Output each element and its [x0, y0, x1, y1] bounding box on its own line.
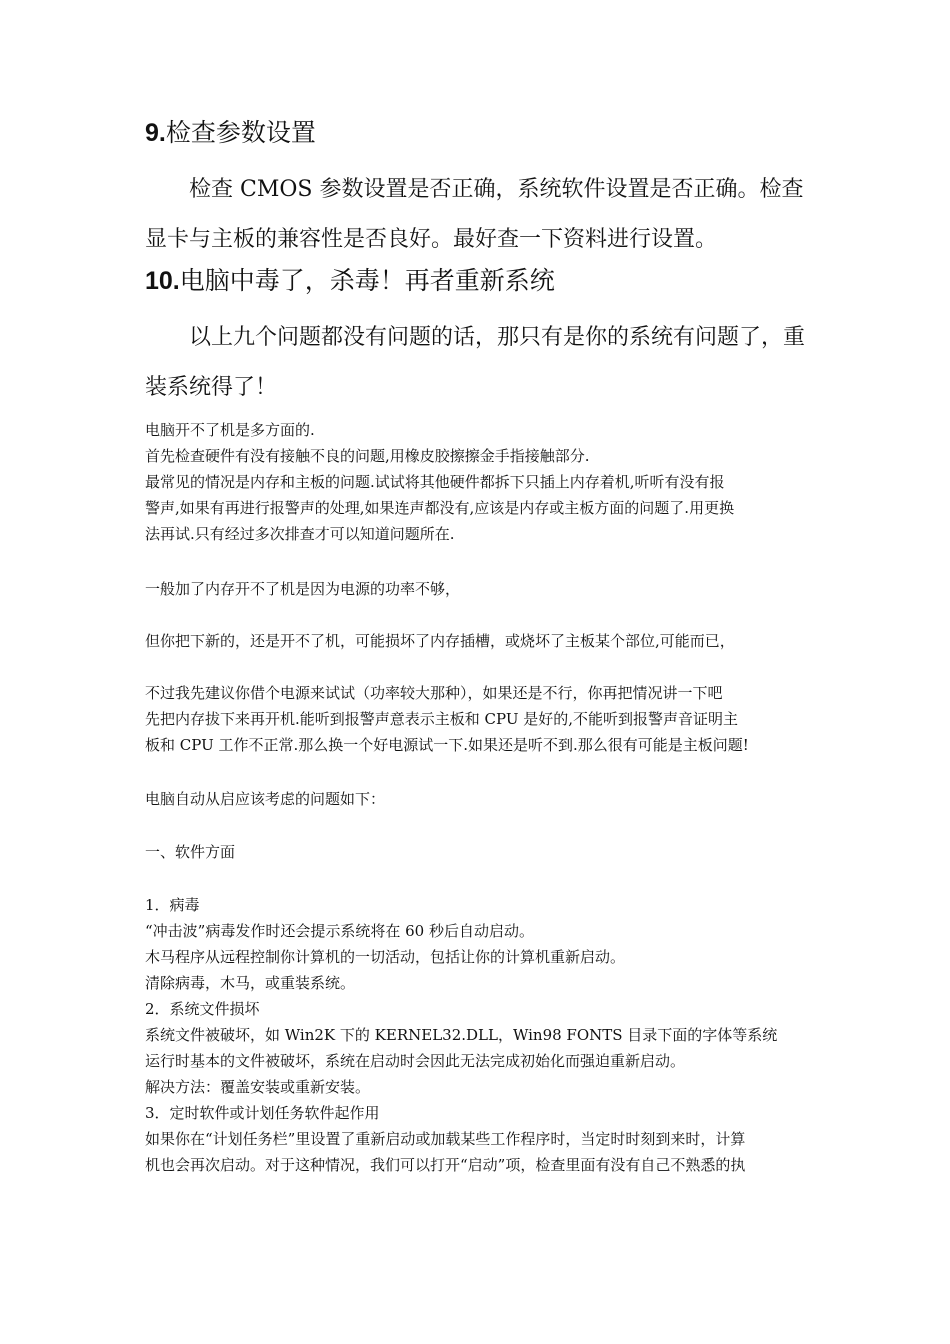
section-10-heading — [145, 266, 555, 296]
section-9-para-line-1: 检查 CMOS 参数设置是否正确，系统软件设置是否正确。检查 — [189, 177, 804, 202]
section-9-title: 检查参数设置 — [165, 118, 316, 147]
note-line: 如果你在“计划任务栏”里设置了重新启动或加载某些工作程序时，当定时时刻到来时，计算 — [145, 1130, 746, 1148]
note-line: 解决方法：覆盖安装或重新安装。 — [145, 1078, 371, 1096]
note-line: 首先检查硬件有没有接触不良的问题,用橡皮胶擦擦金手指接触部分. — [145, 447, 590, 465]
note-line: 运行时基本的文件被破坏，系统在启动时会因此无法完成初始化而强迫重新启动。 — [145, 1052, 686, 1070]
note-line: 系统文件被破坏，如 Win2K 下的 KERNEL32.DLL，Win98 FONTS 目录下面的字体等系统 — [145, 1026, 778, 1044]
note-line: 1．病毒 — [145, 896, 200, 914]
section-10-para-line-2: 装系统得了！ — [145, 375, 278, 400]
section-9-heading — [145, 118, 316, 148]
section-9-number: 9. — [145, 119, 166, 147]
note-line: 不过我先建议你借个电源来试试（功率较大那种），如果还是不行，你再把情况讲一下吧 — [145, 684, 723, 702]
note-line: 先把内存拔下来再开机.能听到报警声意表示主板和 CPU 是好的,不能听到报警声音证明主 — [145, 710, 739, 728]
note-line: 一般加了内存开不了机是因为电源的功率不够， — [145, 580, 461, 598]
section-9-para-line-2: 显卡与主板的兼容性是否良好。最好查一下资料进行设置。 — [145, 227, 718, 252]
note-line: 木马程序从远程控制你计算机的一切活动，包括让你的计算机重新启动。 — [145, 948, 626, 966]
section-10-para-line-1: 以上九个问题都没有问题的话，那只有是你的系统有问题了，重 — [189, 325, 806, 350]
section-10-number: 10. — [145, 267, 180, 295]
note-line: 但你把下新的，还是开不了机，可能损坏了内存插槽，或烧坏了主板某个部位,可能而已， — [145, 632, 735, 650]
note-line: 一、软件方面 — [145, 843, 236, 861]
note-line: 机也会再次启动。对于这种情况，我们可以打开“启动”项，检查里面有没有自己不熟悉的执 — [145, 1156, 746, 1174]
note-line: 最常见的情况是内存和主板的问题.试试将其他硬件都拆下只插上内存着机,听听有没有报 — [145, 473, 725, 491]
note-line: 警声,如果有再进行报警声的处理,如果连声都没有,应该是内存或主板方面的问题了.用更换 — [145, 499, 735, 517]
note-line: 2．系统文件损坏 — [145, 1000, 260, 1018]
note-line: 板和 CPU 工作不正常.那么换一个好电源试一下.如果还是听不到.那么很有可能是主板问题! — [145, 736, 749, 754]
note-line: 清除病毒，木马，或重装系统。 — [145, 974, 356, 992]
note-line: 电脑自动从启应该考虑的问题如下： — [145, 790, 386, 808]
note-line: 电脑开不了机是多方面的. — [145, 421, 315, 439]
section-10-title: 电脑中毒了，杀毒！再者重新系统 — [179, 266, 555, 295]
note-line: 3．定时软件或计划任务软件起作用 — [145, 1104, 380, 1122]
note-line: “冲击波”病毒发作时还会提示系统将在 60 秒后自动启动。 — [145, 922, 534, 940]
note-line: 法再试.只有经过多次排查才可以知道问题所在. — [145, 525, 455, 543]
